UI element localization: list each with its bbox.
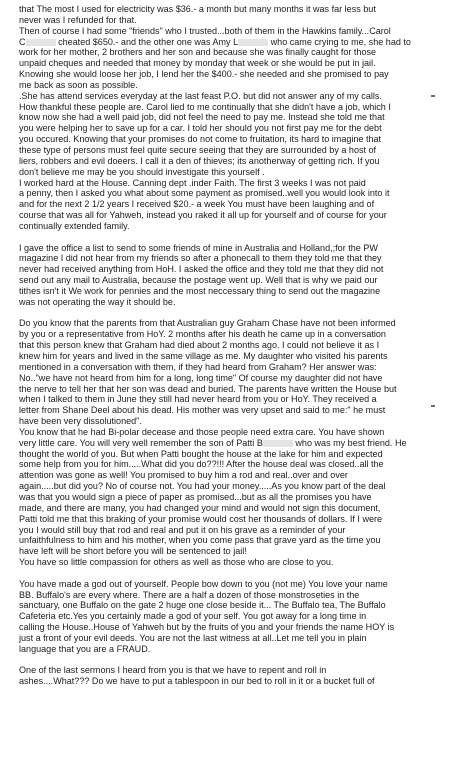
text-line: calling the House..House of Yahweh but by the fruits of you and your friends the name HOY is xyxy=(19,622,395,633)
text-line: ashes....What??? Do we have to put a tablespoon in our bed to roll in it or a bucket full of xyxy=(19,676,375,687)
text-line: send out any mail to Australia, because the postage went up. Well that is why we paid our xyxy=(19,275,378,286)
text-line: never was I refunded for that. xyxy=(19,14,137,25)
text-fragment: very little care. You will very well remember the son of Patti B xyxy=(19,437,263,448)
text-line: Cafeteria etc.Yes you certainly made a god of your self. You got away for a long time in xyxy=(19,611,367,622)
text-line: some help from you for him.....What did you do??!!! After the house deal was closed..all the xyxy=(19,459,384,470)
redacted-name xyxy=(26,39,56,46)
text-line: and for the next 2 1/2 years I received $20.- a week You must have been laughing and of xyxy=(19,199,375,210)
text-line: Knowing she would loose her job, I lend her the $400.- she needed and she promised to pay xyxy=(19,69,389,80)
text-fragment: C xyxy=(19,36,26,47)
text-line: never had received anything from HoH. I asked the office and they told me that they did not xyxy=(19,264,384,275)
text-line: sanctuary, one Buffalo on the gate 2 huge one close beside it... The Buffalo tea, The Buffalo xyxy=(19,600,386,611)
text-line: these type of persons must feel quite secure seeing that they are surrounded by a host of xyxy=(19,144,377,155)
text-line: the nerve to tell her that her son was dead and buried. The parents have written the House but xyxy=(19,383,397,394)
text-fragment: who was my best friend. He xyxy=(295,437,407,448)
text-line: continually extended family. xyxy=(19,220,130,231)
text-line: language that you are a FRAUD. xyxy=(19,643,151,654)
text-line: that The most I used for electricity was $36.- a month but many months it was far less but xyxy=(19,4,376,14)
text-line: that this person knew that Graham had died about 2 months ago. I could not believe it as I xyxy=(19,340,380,351)
text-line: thought the world of you. But when Patti bought the house at the lake for him and expected xyxy=(19,448,383,459)
text-line: I worked hard at the House. Canning dept .inder Faith. The first 3 weeks I was not paid xyxy=(19,177,366,188)
text-line xyxy=(19,37,439,48)
text-line: have left will be short before you will be sentenced to jail! xyxy=(19,546,247,557)
text-line: I gave the office a list to send to some friends of mine in Australia and Holland,;for the PW xyxy=(19,242,378,253)
text-line: .She has attend services everyday at the last feast P.O. but did not answer any of my calls. xyxy=(19,90,382,101)
text-line: was not operating the way it should be. xyxy=(19,296,176,307)
text-line: You have so little compassion for others as well as those who are close to you. xyxy=(19,557,334,568)
text-line: you were helping her to save up for a car. I told her should you not first pay me for the debt xyxy=(19,123,382,134)
text-line: was that you would sign a piece of paper as promised...but as all the promises you have xyxy=(19,491,372,502)
text-line: You have made a god out of yourself. People bow down to you (not me) You love your name xyxy=(19,578,388,589)
text-line: One of the last sermons I heard from you is that we have to repent and roll in xyxy=(19,665,327,676)
text-line: know now she had a well paid job, did not feel the need to pay me. Instead she told me that xyxy=(19,112,385,123)
text-line: You know that he had Bi-polar decease and those people need extra care. You have shown xyxy=(19,426,385,437)
text-line: me back as soon as possible. xyxy=(19,79,138,90)
text-line: by you or a representative from HoY. 2 months after his death he came up in a conversation xyxy=(19,329,386,340)
text-line: attention was gone as well! You promised to buy him a rod and real..over and over xyxy=(19,470,348,481)
text-line: don't believe me may be you should investigate this yourself . xyxy=(19,166,265,177)
scan-mark xyxy=(431,405,435,407)
text-fragment: who came crying to me, she had to xyxy=(270,36,411,47)
text-line: magazine I did not hear from my friends so after a phonecall to them they told me that they xyxy=(19,253,382,264)
text-line: you occured. Knowing that your promises do not come to fruitation, its hard to imagine that xyxy=(19,134,382,145)
scan-mark xyxy=(431,95,435,97)
text-line: when I talked to them in June they still had never heard from you or HoY. They received a xyxy=(19,394,377,405)
paragraph-gap xyxy=(19,655,439,666)
text-line xyxy=(19,438,439,449)
text-line: No.."we have not heard from him for a long, long time" Of course my daughter did not have xyxy=(19,372,383,383)
text-fragment: cheated $650.- and the other one was Amy L xyxy=(58,36,239,47)
text-line: a penny, then I asked you what about some payment as promised..well you would look into it xyxy=(19,188,390,199)
text-line: tithes isn't it We work for pennies and the most neccessary thing to send out the magazine xyxy=(19,285,381,296)
text-line: Do you know that the parents from that Australian guy Graham Chase have not been informed xyxy=(19,318,396,329)
redacted-name xyxy=(263,440,293,447)
text-line: just a front of your evil deeds. You are not the last witness at all..Let me tell you in plain xyxy=(19,632,367,643)
text-line: made, and there are many, you had changed your mind and would not sign this document, xyxy=(19,502,381,513)
text-line: course that was all for Yahweh, instead you raked it all up for yourself and of course for your xyxy=(19,210,387,221)
paragraph-gap xyxy=(19,232,439,243)
text-line: letter from Shane Deel about his dead. His mother was very upset and said to me:" he must xyxy=(19,405,386,416)
text-line: again.....but did you? No of course not. You had your money.....As you know part of the deal xyxy=(19,481,386,492)
text-line: unfaithfulness to him and his mother, when you come pass that grave yard as the time you xyxy=(19,535,381,546)
text-line: How thankful these people are. Carol lied to me continually that she didn't have a job, which I xyxy=(19,101,391,112)
text-line: work for her mother, 2 brothers and her son and because she was finally caught for those xyxy=(19,47,377,58)
text-line: unpaid cheques and needed that money by monday that week or she would be put in jail. xyxy=(19,58,376,69)
text-line: you I would still buy that rod and real and put it on his grave as a reminder of your xyxy=(19,524,346,535)
text-line: Patti told me that this braking of your promise would cost her thousands of dollars. If I were xyxy=(19,513,383,524)
paragraph-gap xyxy=(19,568,439,579)
letter-body xyxy=(19,4,439,687)
paragraph-gap xyxy=(19,308,439,319)
text-line: have been very dissolutioned". xyxy=(19,416,142,427)
text-line: Then of course I had some "friends" who I trusted...both of them in the Hawkins family...Carol xyxy=(19,25,391,36)
text-line: liers, robbers and evil doeers. I call it a den of thieves; its anotherway of getting rich. If you xyxy=(19,155,380,166)
text-line: BB. Buffalo's are every where. There are a half a dozen of those monstroseties in the xyxy=(19,589,360,600)
redacted-name xyxy=(238,39,268,46)
text-line: mentioned in a conversation with them, if they had heard from Graham? Her answer was: xyxy=(19,361,377,372)
text-line: knew him for years and lived in the same village as me. My daughter who visited his parents xyxy=(19,351,388,361)
